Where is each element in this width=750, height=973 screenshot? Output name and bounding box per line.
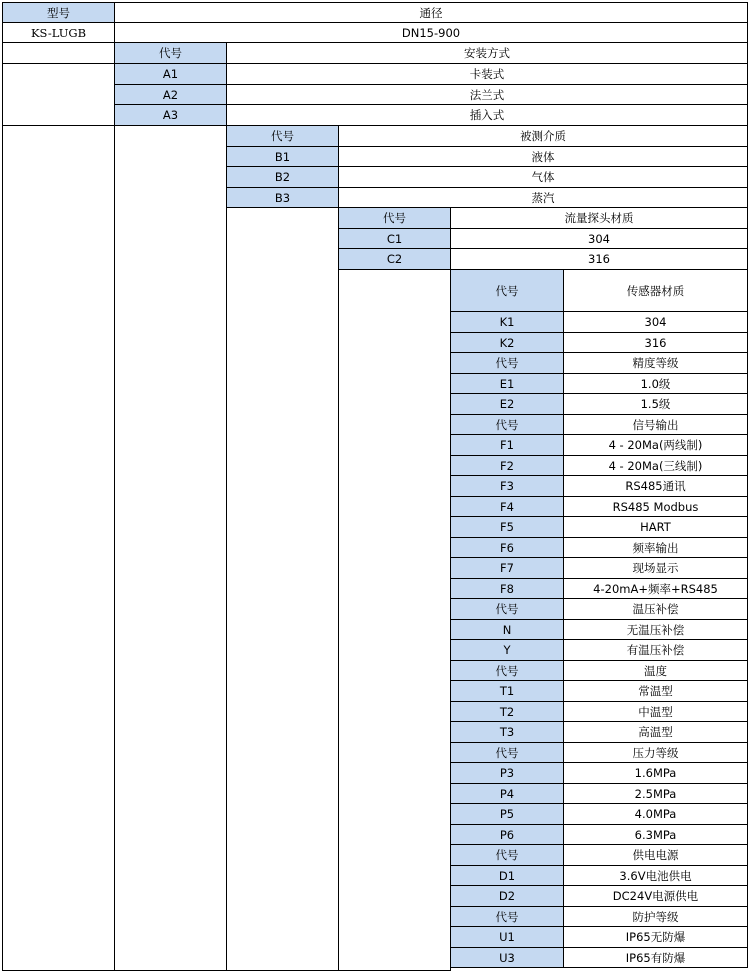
option-code: T2 bbox=[450, 701, 564, 722]
install-value: 卡装式 bbox=[226, 63, 748, 85]
option-code: D1 bbox=[450, 865, 564, 886]
option-value: 有温压补偿 bbox=[563, 639, 748, 661]
model-value: KS-LUGB bbox=[2, 22, 115, 43]
medium-code: B1 bbox=[226, 146, 339, 167]
model-label: 型号 bbox=[2, 2, 115, 23]
probe-value: 316 bbox=[450, 248, 748, 270]
option-code: N bbox=[450, 619, 564, 640]
option-code: T1 bbox=[450, 680, 564, 702]
option-value: 频率输出 bbox=[563, 537, 748, 558]
option-value: IP65无防爆 bbox=[563, 926, 748, 948]
probe-value: 304 bbox=[450, 228, 748, 249]
option-code: P3 bbox=[450, 762, 564, 784]
option-value: 2.5MPa bbox=[563, 783, 748, 804]
option-value: 现场显示 bbox=[563, 557, 748, 579]
option-code: F7 bbox=[450, 557, 564, 579]
option-code-header: 代号 bbox=[450, 906, 564, 927]
medium-value: 蒸汽 bbox=[338, 187, 748, 208]
option-section-title: 防护等级 bbox=[563, 906, 748, 927]
probe-code: C1 bbox=[338, 228, 451, 249]
option-section-title: 精度等级 bbox=[563, 352, 748, 374]
option-code-header: 代号 bbox=[450, 742, 564, 763]
option-code-header: 代号 bbox=[450, 844, 564, 866]
option-code: U3 bbox=[450, 947, 564, 968]
option-section-title: 信号输出 bbox=[563, 414, 748, 435]
option-value: RS485通讯 bbox=[563, 475, 748, 497]
option-value: 304 bbox=[563, 311, 748, 333]
option-value: 中温型 bbox=[563, 701, 748, 722]
option-code-header: 代号 bbox=[450, 598, 564, 620]
option-code-header: 代号 bbox=[450, 414, 564, 435]
option-code: D2 bbox=[450, 885, 564, 907]
blank-cell bbox=[2, 63, 115, 126]
option-value: 316 bbox=[563, 332, 748, 353]
option-code: F1 bbox=[450, 434, 564, 456]
blank-cell bbox=[2, 42, 115, 64]
medium-value: 气体 bbox=[338, 166, 748, 188]
option-code: F8 bbox=[450, 578, 564, 599]
option-code: P4 bbox=[450, 783, 564, 804]
option-value: 4-20mA+频率+RS485 bbox=[563, 578, 748, 599]
option-code: E1 bbox=[450, 373, 564, 394]
option-value: IP65有防爆 bbox=[563, 947, 748, 968]
blank-column bbox=[2, 125, 115, 971]
probe-code-header: 代号 bbox=[338, 207, 451, 229]
option-code-header: 代号 bbox=[450, 352, 564, 374]
medium-code: B2 bbox=[226, 166, 339, 188]
sensor-title: 传感器材质 bbox=[563, 269, 748, 312]
option-section-title: 温压补偿 bbox=[563, 598, 748, 620]
blank-column bbox=[226, 207, 339, 971]
install-code: A3 bbox=[114, 104, 227, 126]
option-value: 无温压补偿 bbox=[563, 619, 748, 640]
option-value: 1.0级 bbox=[563, 373, 748, 394]
option-code: E2 bbox=[450, 393, 564, 415]
option-code: P5 bbox=[450, 803, 564, 825]
medium-code-header: 代号 bbox=[226, 125, 339, 147]
option-section-title: 温度 bbox=[563, 660, 748, 681]
diameter-label: 通径 bbox=[114, 2, 748, 23]
blank-column bbox=[338, 269, 451, 971]
medium-value: 液体 bbox=[338, 146, 748, 167]
sensor-code-header: 代号 bbox=[450, 269, 564, 312]
option-code: K1 bbox=[450, 311, 564, 333]
option-section-title: 供电电源 bbox=[563, 844, 748, 866]
option-code: U1 bbox=[450, 926, 564, 948]
medium-code: B3 bbox=[226, 187, 339, 208]
install-value: 法兰式 bbox=[226, 84, 748, 105]
option-code: K2 bbox=[450, 332, 564, 353]
option-value: 高温型 bbox=[563, 721, 748, 743]
install-code: A2 bbox=[114, 84, 227, 105]
option-code: F2 bbox=[450, 455, 564, 476]
diameter-value: DN15-900 bbox=[114, 22, 748, 43]
install-title: 安装方式 bbox=[226, 42, 748, 64]
option-code: F4 bbox=[450, 496, 564, 517]
medium-title: 被测介质 bbox=[338, 125, 748, 147]
probe-title: 流量探头材质 bbox=[450, 207, 748, 229]
option-value: 6.3MPa bbox=[563, 824, 748, 845]
install-value: 插入式 bbox=[226, 104, 748, 126]
option-value: RS485 Modbus bbox=[563, 496, 748, 517]
option-code: F3 bbox=[450, 475, 564, 497]
option-code-header: 代号 bbox=[450, 660, 564, 681]
option-code: F6 bbox=[450, 537, 564, 558]
install-code-header: 代号 bbox=[114, 42, 227, 64]
option-code: Y bbox=[450, 639, 564, 661]
option-value: 4 - 20Ma(三线制) bbox=[563, 455, 748, 476]
option-code: F5 bbox=[450, 516, 564, 538]
option-value: 常温型 bbox=[563, 680, 748, 702]
option-value: 1.6MPa bbox=[563, 762, 748, 784]
blank-column bbox=[114, 125, 227, 971]
option-value: DC24V电源供电 bbox=[563, 885, 748, 907]
option-value: HART bbox=[563, 516, 748, 538]
option-code: T3 bbox=[450, 721, 564, 743]
option-value: 3.6V电池供电 bbox=[563, 865, 748, 886]
option-value: 4.0MPa bbox=[563, 803, 748, 825]
probe-code: C2 bbox=[338, 248, 451, 270]
option-value: 4 - 20Ma(两线制) bbox=[563, 434, 748, 456]
option-value: 1.5级 bbox=[563, 393, 748, 415]
option-code: P6 bbox=[450, 824, 564, 845]
option-section-title: 压力等级 bbox=[563, 742, 748, 763]
install-code: A1 bbox=[114, 63, 227, 85]
